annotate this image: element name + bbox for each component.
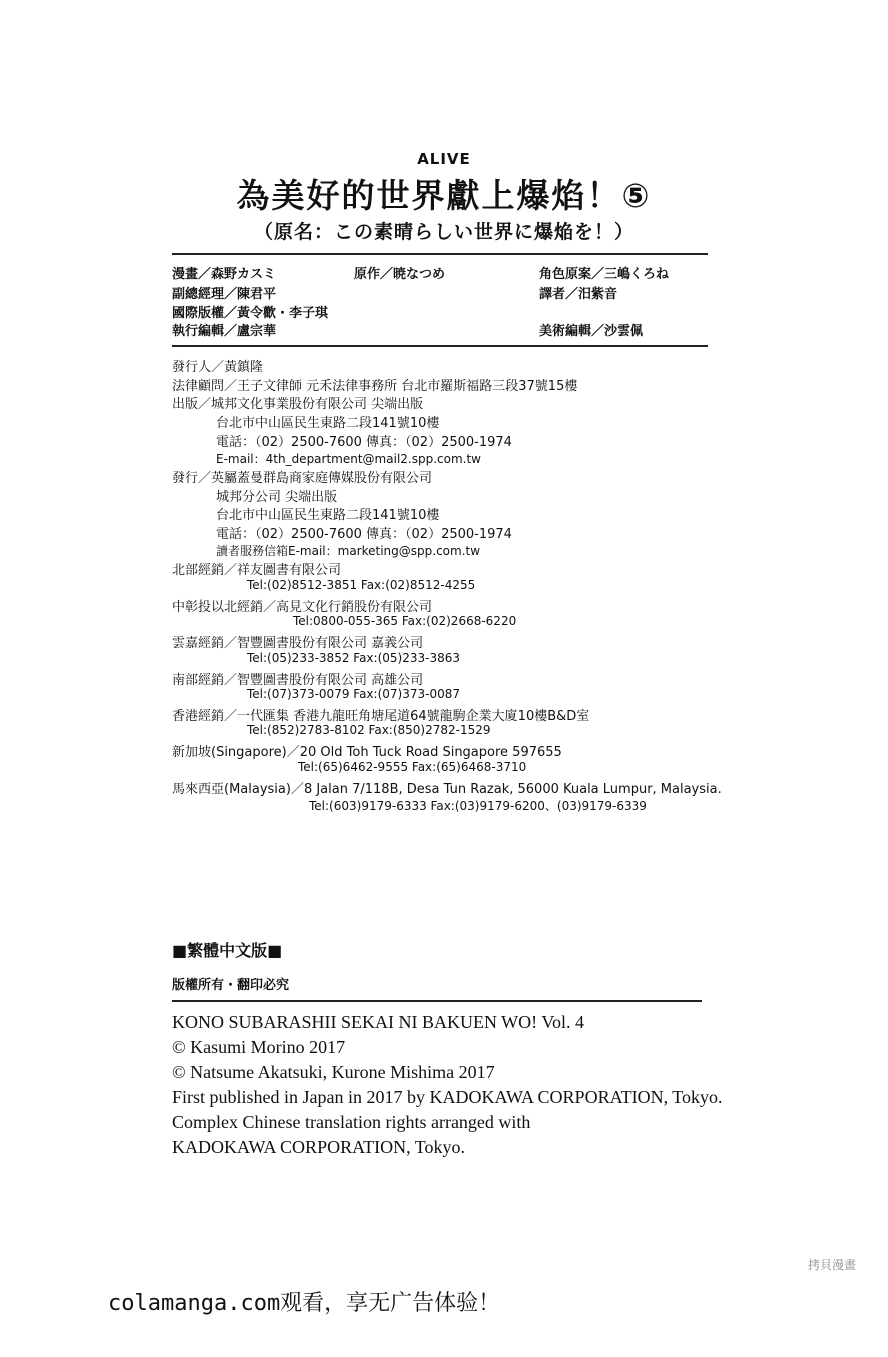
divider <box>172 253 708 255</box>
publisher-line: 馬來西亞(Malaysia)／8 Jalan 7/118B, Desa Tun Razak, 56000 Kuala Lumpur, Malaysia. <box>172 782 722 797</box>
publisher-line: 雲嘉經銷／智豐圖書股份有限公司 嘉義公司 <box>172 636 424 651</box>
english-line: KONO SUBARASHII SEKAI NI BAKUEN WO! Vol. 4 <box>172 1012 585 1032</box>
english-line: Complex Chinese translation rights arranged with <box>172 1112 531 1132</box>
series-label: ALIVE <box>417 150 471 168</box>
divider <box>172 1000 702 1002</box>
english-line: © Natsume Akatsuki, Kurone Mishima 2017 <box>172 1062 495 1082</box>
publisher-line: 城邦分公司 尖端出版 <box>216 490 338 505</box>
divider <box>172 345 708 347</box>
english-line: First published in Japan in 2017 by KADOKAWA CORPORATION, Tokyo. <box>172 1087 723 1107</box>
publisher-line: 電話：（02）2500-7600 傳真：（02）2500-1974 <box>216 527 512 542</box>
credit-original: 原作／暁なつめ <box>354 267 446 282</box>
publisher-line: Tel:0800-055-365 Fax:(02)2668-6220 <box>293 614 517 628</box>
publisher-line: E-mail：4th_department@mail2.spp.com.tw <box>216 452 481 466</box>
site-footer: colamanga.com观看，享无广告体验！ <box>108 1291 501 1316</box>
book-title: 為美好的世界獻上爆焰！⑤ <box>236 176 652 215</box>
credit-rights: 國際版權／黃令歡・李子琪 <box>172 306 329 321</box>
publisher-line: Tel:(603)9179-6333 Fax:(03)9179-6200、(03)9179-6339 <box>309 799 647 813</box>
publisher-line: 台北市中山區民生東路二段141號10樓 <box>216 416 440 431</box>
publisher-line: 台北市中山區民生東路二段141號10樓 <box>216 508 440 523</box>
credit-deputy-manager: 副總經理／陳君平 <box>172 287 277 302</box>
credit-character: 角色原案／三嶋くろね <box>539 267 670 282</box>
publisher-line: 發行／英屬蓋曼群島商家庭傳媒股份有限公司 <box>172 471 433 486</box>
publisher-line: Tel:(02)8512-3851 Fax:(02)8512-4255 <box>247 578 476 592</box>
credit-translator: 譯者／汨紫音 <box>539 287 618 302</box>
publisher-line: Tel:(05)233-3852 Fax:(05)233-3863 <box>247 651 460 665</box>
publisher-line: 出版／城邦文化事業股份有限公司 尖端出版 <box>172 397 424 412</box>
publisher-line: 香港經銷／一代匯集 香港九龍旺角塘尾道64號龍駒企業大廈10樓B&D室 <box>172 709 590 724</box>
publisher-line: 發行人／黃鎮隆 <box>172 360 264 375</box>
publisher-line: 南部經銷／智豐圖書股份有限公司 高雄公司 <box>172 673 424 688</box>
publisher-line: Tel:(65)6462-9555 Fax:(65)6468-3710 <box>298 760 527 774</box>
edition-label: ■繁體中文版■ <box>172 941 283 960</box>
publisher-line: 電話：（02）2500-7600 傳真：（02）2500-1974 <box>216 435 512 450</box>
english-line: KADOKAWA CORPORATION, Tokyo. <box>172 1137 465 1157</box>
original-title: （原名：この素晴らしい世界に爆焔を！） <box>253 221 634 243</box>
rights-notice: 版權所有・翻印必究 <box>172 978 290 993</box>
publisher-line: 法律顧問／王子文律師 元禾法律事務所 台北市羅斯福路三段37號15樓 <box>172 379 578 394</box>
publisher-line: 中彰投以北經銷／高見文化行銷股份有限公司 <box>172 600 433 615</box>
publisher-line: 讀者服務信箱E-mail：marketing@spp.com.tw <box>216 544 481 558</box>
english-line: © Kasumi Morino 2017 <box>172 1037 346 1057</box>
publisher-line: Tel:(07)373-0079 Fax:(07)373-0087 <box>247 687 460 701</box>
publisher-line: 北部經銷／祥友圖書有限公司 <box>172 563 342 578</box>
credit-editor: 執行編輯／盧宗華 <box>172 324 277 339</box>
publisher-line: Tel:(852)2783-8102 Fax:(850)2782-1529 <box>247 723 491 737</box>
credit-art-editor: 美術編輯／沙雲佩 <box>539 324 644 339</box>
credit-manga: 漫畫／森野カスミ <box>172 267 277 282</box>
publisher-line: 新加坡(Singapore)／20 Old Toh Tuck Road Singapore 597655 <box>172 745 562 760</box>
watermark-stamp: 拷貝漫畫 <box>808 1258 857 1272</box>
